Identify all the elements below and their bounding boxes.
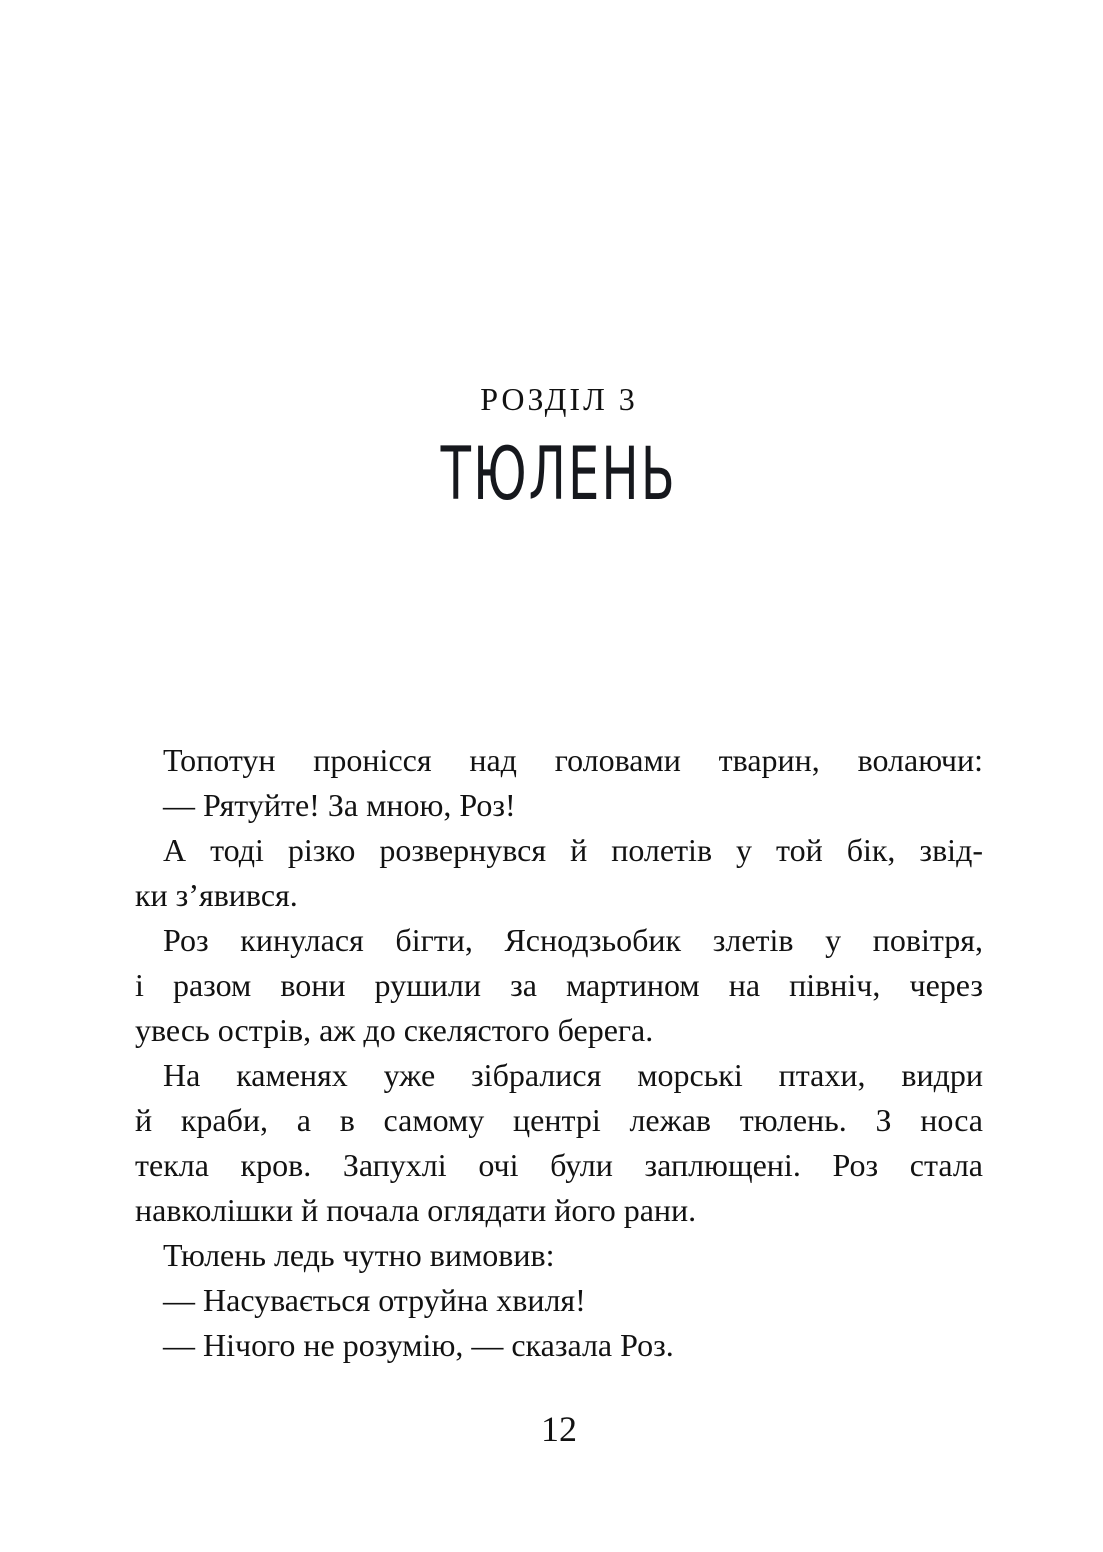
body-line: текла кров. Запухлі очі були заплющені. Роз стала (135, 1147, 983, 1183)
body-line: навколішки й почала оглядати його рани. (135, 1192, 697, 1228)
body-line: ки з’явився. (135, 877, 298, 913)
body-line: Роз кинулася бігти, Яснодзьобик злетів у повітря, (163, 922, 983, 958)
body-line: Тюлень ледь чутно вимовив: (163, 1237, 555, 1273)
body-line: Топотун пронісся над головами тварин, волаючи: (163, 742, 983, 778)
body-line: На каменях уже зібралися морські птахи, видри (163, 1057, 983, 1093)
chapter-title (135, 432, 983, 517)
body-text (135, 738, 983, 1368)
body-line: А тоді різко розвернувся й полетів у той бік, звід- (163, 832, 983, 868)
body-line: і разом вони рушили за мартином на північ, через (135, 967, 983, 1003)
body-line: й краби, а в самому центрі лежав тюлень. З носа (135, 1102, 983, 1138)
body-line: — Рятуйте! За мною, Роз! (163, 787, 516, 823)
body-line: увесь острів, аж до скелястого берега. (135, 1012, 654, 1048)
body-line: — Насувається отруйна хвиля! (163, 1282, 586, 1318)
chapter-label: РОЗДІЛ 3 (480, 381, 638, 417)
body-line: — Нічого не розумію, — сказала Роз. (163, 1327, 674, 1363)
page-number: 12 (541, 1409, 577, 1449)
chapter-title-text: ТЮЛЕНЬ (440, 432, 678, 517)
